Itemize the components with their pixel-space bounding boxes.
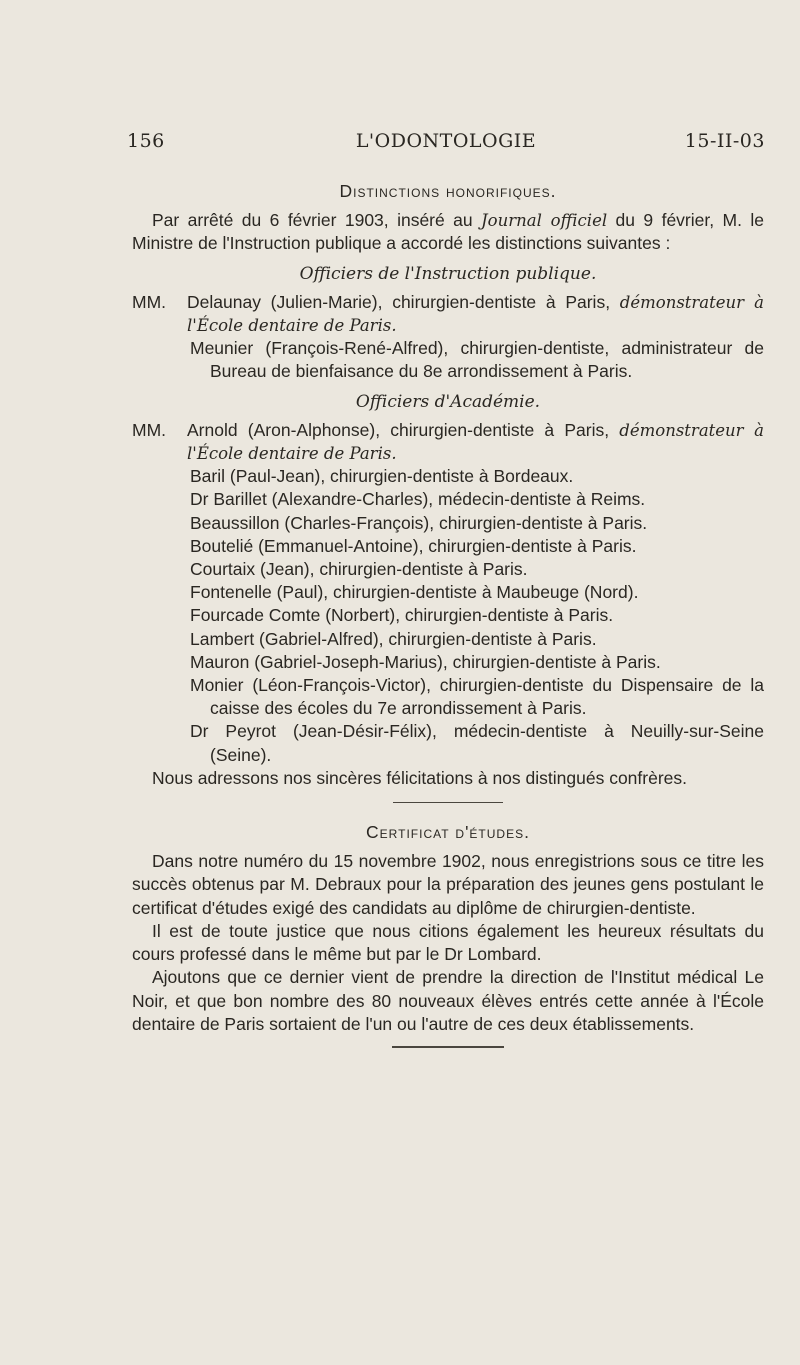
list-item: Courtaix (Jean), chirurgien-dentiste à Paris.	[190, 559, 528, 580]
issue-date: 15-II-03	[684, 130, 765, 152]
list-item: Meunier (François-René-Alfred), chirurgien-dentiste, administrateur de Bureau de bienfaisance du 8e arrondissement à Paris.	[190, 338, 764, 382]
list-item: Boutelié (Emmanuel-Antoine), chirurgien-dentiste à Paris.	[190, 535, 637, 556]
journal-title: L'ODONTOLOGIE	[355, 130, 537, 152]
list-item	[132, 291, 764, 337]
intro-text-1: Par arrêté du 6 février 1903, inséré au	[152, 210, 482, 231]
closing-paragraph: Nous adressons nos sincères félicitations à nos distingués confrères.	[152, 767, 687, 788]
list-officiers-academie	[132, 419, 764, 767]
end-divider	[392, 1046, 504, 1048]
paragraph: Dans notre numéro du 15 novembre 1902, nous enregistrions sous ce titre les succès obtenus par M. Debraux pour la préparation des jeunes gens postulant le certificat d'études exigé des candidats au diplôme de chirurgien-dentiste.	[132, 851, 764, 918]
article-body	[132, 180, 764, 1066]
list-item: Fontenelle (Paul), chirurgien-dentiste à Maubeuge (Nord).	[190, 582, 639, 603]
list-item: Dr Peyrot (Jean-Désir-Félix), médecin-dentiste à Neuilly-sur-Seine (Seine).	[190, 721, 764, 765]
intro-paragraph	[132, 209, 764, 255]
list-instruction-publique	[132, 291, 764, 384]
page-number: 156	[127, 130, 165, 152]
mm-label: MM.	[132, 419, 167, 440]
intro-text-2: du 9 février, M. le Ministre de l'Instruction publique a accordé les distinctions suivantes :	[132, 210, 764, 254]
entry-text: Arnold (Aron-Alphonse), chirurgien-dentiste à Paris,	[187, 419, 620, 440]
mm-label: MM.	[132, 291, 167, 312]
journal-officiel-text: Journal officiel	[481, 211, 608, 231]
subsection-title-academie: Officiers d'Académie.	[355, 391, 541, 412]
paragraph: Ajoutons que ce dernier vient de prendre la direction de l'Institut médical Le Noir, et que bon nombre des 80 nouveaux élèves entrés cette année à l'École dentaire de Paris sortaient de l'un ou l'autre de ces deux établissements.	[132, 967, 764, 1034]
list-item: Mauron (Gabriel-Joseph-Marius), chirurgien-dentiste à Paris.	[190, 651, 661, 672]
entry-italic-text: démonstrateur à l'École dentaire de Paris.	[187, 292, 764, 336]
section-divider	[393, 802, 503, 803]
list-item: Dr Barillet (Alexandre-Charles), médecin-dentiste à Reims.	[190, 489, 646, 510]
section-title-certificat: Certificat d'études.	[366, 822, 530, 843]
list-item	[132, 419, 764, 465]
list-item: Monier (Léon-François-Victor), chirurgien-dentiste du Dispensaire de la caisse des écoles du 7e arrondissement à Paris.	[190, 675, 764, 719]
list-item: Lambert (Gabriel-Alfred), chirurgien-dentiste à Paris.	[190, 628, 597, 649]
list-item: Fourcade Comte (Norbert), chirurgien-dentiste à Paris.	[190, 605, 614, 626]
list-item: Baril (Paul-Jean), chirurgien-dentiste à Bordeaux.	[190, 466, 574, 487]
section-title-distinctions: Distinctions honorifiques.	[339, 181, 557, 201]
paragraph: Il est de toute justice que nous citions également les heureux résultats du cours professé dans le même but par le Dr Lombard.	[132, 920, 764, 965]
list-item: Beaussillon (Charles-François), chirurgien-dentiste à Paris.	[190, 512, 648, 533]
entry-italic-text: démonstrateur à l'École dentaire de Paris.	[187, 420, 764, 464]
entry-text: Delaunay (Julien-Marie), chirurgien-dentiste à Paris,	[187, 291, 620, 312]
subsection-title-instruction: Officiers de l'Instruction publique.	[299, 263, 597, 284]
